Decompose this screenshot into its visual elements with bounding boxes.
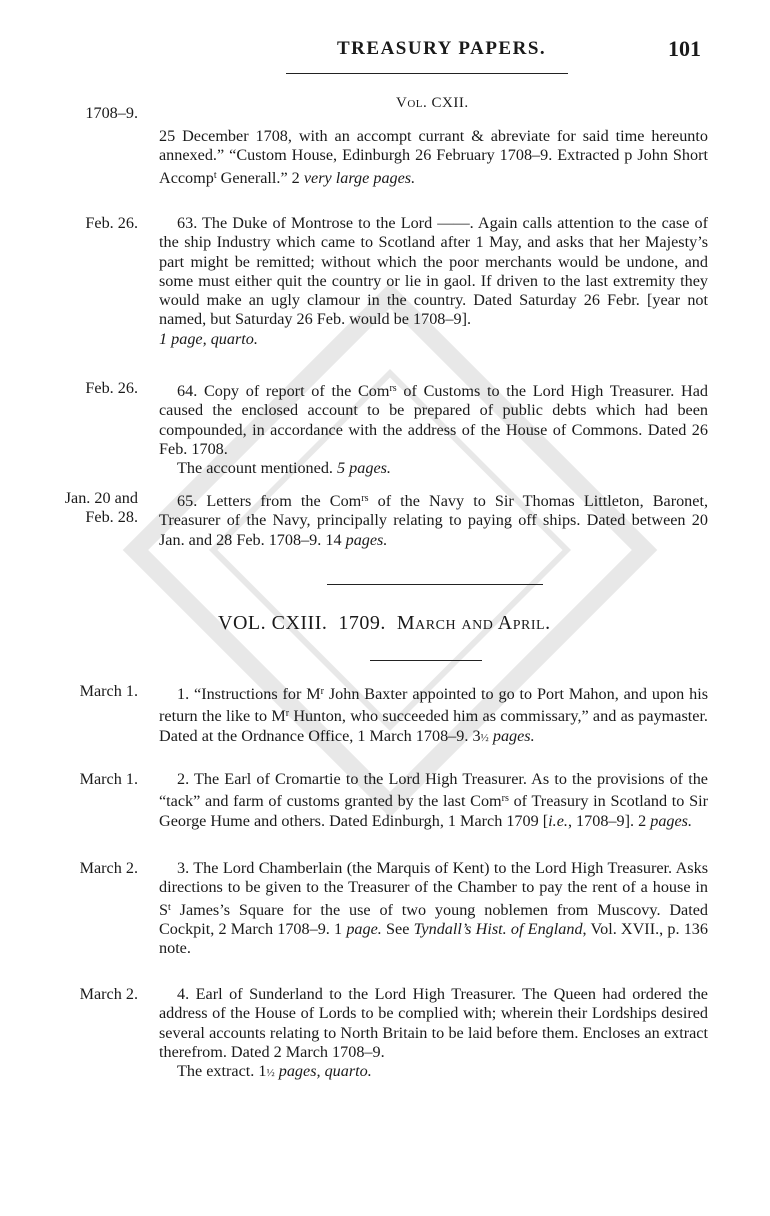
running-head: TREASURY PAPERS. (337, 38, 547, 59)
section-rule (327, 584, 543, 585)
vol-continued-heading: Vol. CXII. (396, 95, 469, 111)
page: TREASURY PAPERS. 101 1708–9. Vol. CXII. 25 December 1708, with an accompt currant & abreviate for said time hereunto annexed.” “Custom House, Edinburgh 26 February 1708–9. Extracted p John Short Accomp$^t$ Generall.” 2 very large pages. Feb. 26. 63. The Duke of Montrose to the Lord ——. Again calls attention to the case of the ship Industry which came to Scotland after 1 May, and asks that her Majesty’s part might be remitted; without which the poor merchants would be undone, and some must either quit the country or lie in gaol. If driven to the last extremity they would make an ugly clamour in the country. Dated Saturday 26 Febr. [year not named, but Saturday 26 Feb. would be 1708–9]. 1 page, quarto. Feb. 26. 64. Copy of report of the Com$^{rs}$ of Customs to the Lord High Treasurer. Had caused the enclosed account to be prepared of public debts which had been compounded, in accordance with the address of the House of Commons. Dated 26 Feb. 1708. The account mentioned. 5 pages. Jan. 20 and Feb. 28. 65. Letters from the Com$^{rs}$ of the Navy to Sir Thomas Littleton, Baronet, Treasurer of the Navy, principally relating to paying off ships. Dated between 20 Jan. and 28 Feb. 1708–9. 14 pages. VOL. CXIII. 1709. March and April. March 1. 1. “Instructions for $M^r$ John Baxter appointed to go to Port Mahon, and upon his return the like to $M^r$ Hunton, who succeeded him as commissary,” and as paymaster. Dated at the Ordnance Office, 1 March 1708–9. 3½ pages. March 1. 2. The Earl of Cromartie to the Lord High Treasurer. As to the provisions of the “tack” and farm of customs granted by the last Com$^{rs}$ of Treasury in Scotland to Sir George Hume and others. Dated Edinburgh, 1 March 1709 [i.e., 1708–9]. 2 pages. March 2. 3. The Lord Chamberlain (the Marquis of Kent) to the Lord High Treasurer. Asks directions to be given to the Treasurer of the Chamber to pay the rent of a house in $S^t$ James’s Square for the use of two young noblemen from Muscovy. Dated Cockpit, 2 March 1708–9. 1 page. See Tyndall’s Hist. of England, Vol. XVII., p. 136 note. March 2. 4. Earl of Sunderland to the Lord High Treasurer. The Queen had ordered the address of the House of Lords to be complied with; wherein their Lordships desired several accounts relating to North Britain to be laid before them. Encloses an extract therefrom. Dated 2 March 1708–9. The extract. 1½ pages, quarto. (64, 36, 709, 1081)
heading-rule (370, 660, 482, 661)
header-rule (286, 73, 568, 74)
page-number: 101 (668, 36, 701, 61)
volume-heading: VOL. CXIII. 1709. March and April. (218, 612, 551, 634)
